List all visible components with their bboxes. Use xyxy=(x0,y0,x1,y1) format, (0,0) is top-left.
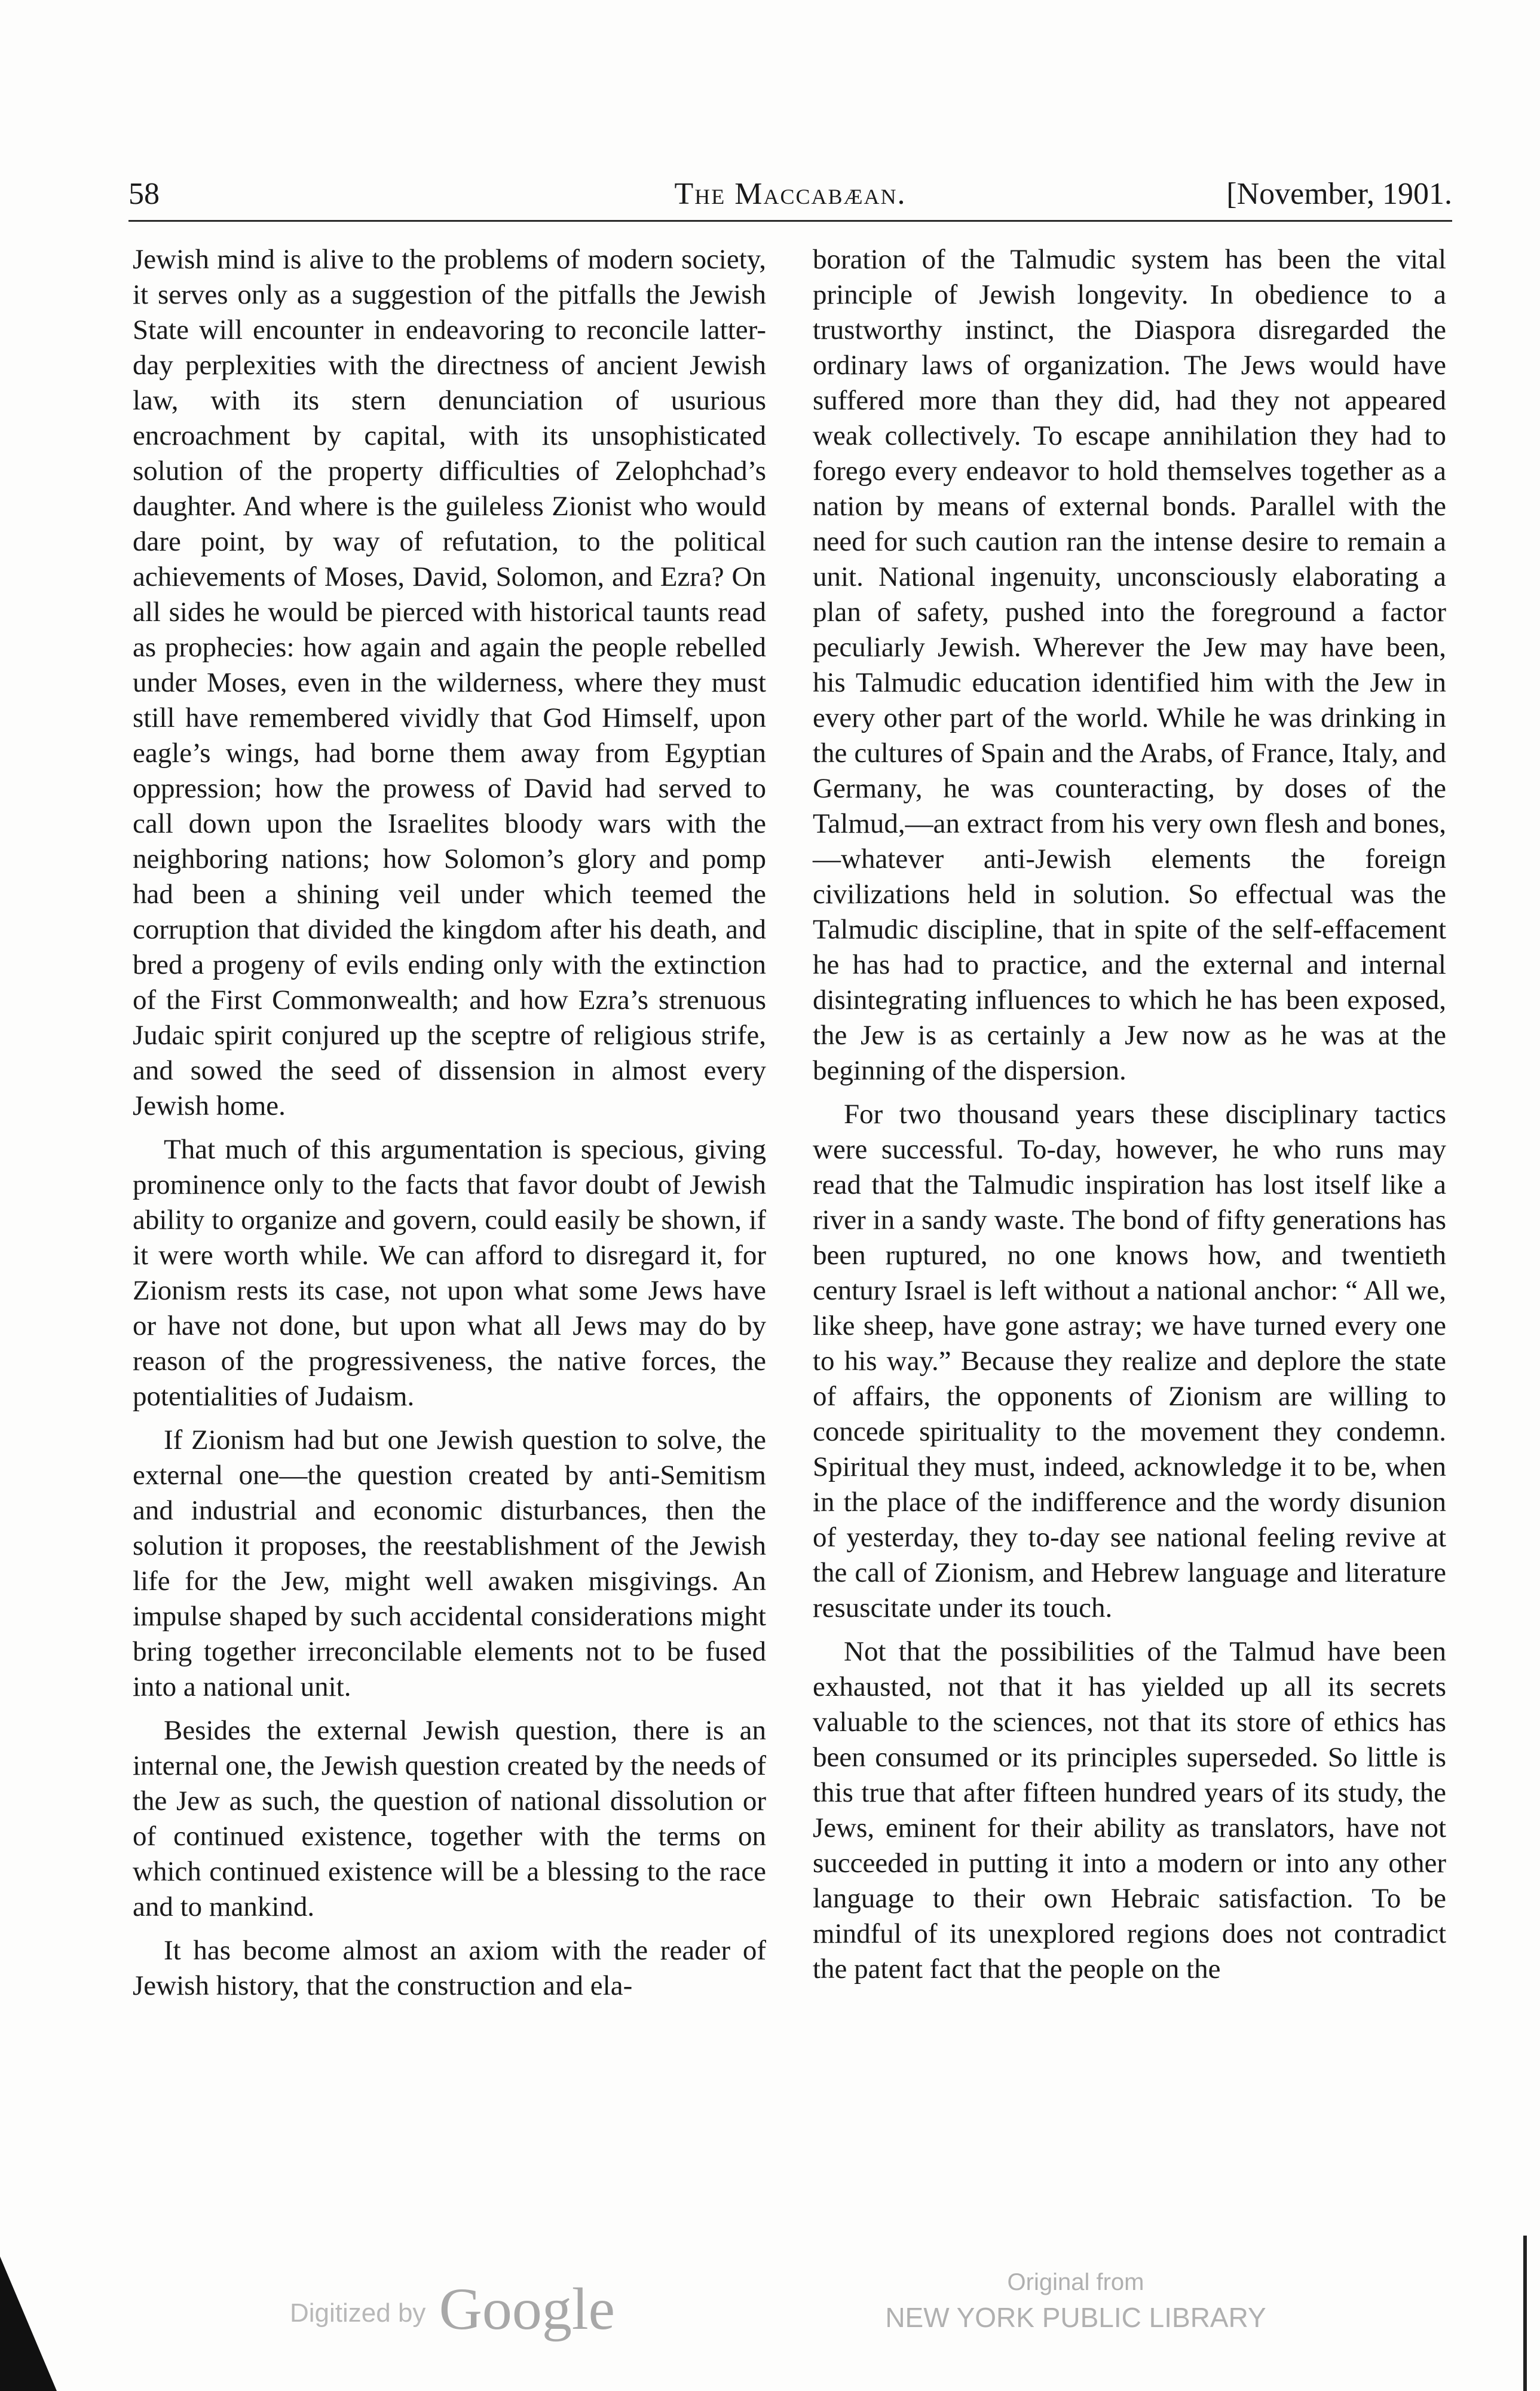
running-title: The Maccabæan. xyxy=(674,177,907,211)
left-column xyxy=(133,242,766,2012)
header-rule xyxy=(128,220,1452,222)
paragraph: That much of this argumentation is specious, giving prominence only to the facts that favor doubt of Jewish ability to organize and govern, could easily be shown, if it were worth while. We can afford to disregard it, for Zionism rests its case, not upon what some Jews have or have not done, but upon what all Jews may do by reason of the progressiveness, the native forces, the potentialities of Judaism. xyxy=(133,1134,766,1412)
paragraph: boration of the Talmudic system has been the vital principle of Jewish longevity. In obedience to a trustworthy instinct, the Diaspora disregarded the ordinary laws of organization. The Jews would have suffered more than they did, had they not appeared weak collectively. To escape annihilation they had to forego every endeavor to hold themselves together as a nation by means of external bonds. Parallel with the need for such caution ran the intense desire to remain a unit. National ingenuity, unconsciously elaborating a plan of safety, pushed into the foreground a factor peculiarly Jewish. Wherever the Jew may have been, his Talmudic education identified him with the Jew in every other part of the world. While he was drinking in the cultures of Spain and the Arabs, of France, Italy, and Germany, he was counteracting, by doses of the Talmud,—an extract from his very own flesh and bones,—whatever anti-Jewish elements the foreign civilizations held in solution. So effectual was the Talmudic discipline, that in spite of the self-effacement he has had to practice, and the external and internal disintegrating influences to which he has been exposed, the Jew is as certainly a Jew now as he was at the beginning of the dispersion. xyxy=(813,244,1446,1086)
right-column xyxy=(813,242,1446,1995)
paragraph: For two thousand years these disciplinary tactics were successful. To-day, however, he who runs may read that the Talmudic inspiration has lost itself like a river in a sandy waste. The bond of fifty generations has been ruptured, no one knows how, and twentieth century Israel is left without a national anchor: “ All we, like sheep, have gone astray; we have turned every one to his way.” Because they realize and deplore the state of affairs, the opponents of Zionism are willing to concede spirituality to the movement they condemn. Spiritual they must, indeed, acknowledge it to be, when in the place of the indifference and the wordy disunion of yesterday, they to-day see national feeling revive at the call of Zionism, and Hebrew language and literature resuscitate under its touch. xyxy=(813,1099,1446,1623)
issue-date: [November, 1901. xyxy=(1226,177,1452,211)
source-line-library: NEW YORK PUBLIC LIBRARY xyxy=(885,2302,1266,2333)
digitization-footer xyxy=(0,2248,1540,2367)
digitized-prefix: Digitized by xyxy=(290,2298,426,2328)
page-number: 58 xyxy=(128,177,160,211)
google-logo-text: Google xyxy=(439,2276,616,2342)
paragraph: Besides the external Jewish question, there is an internal one, the Jewish question created by the needs of the Jew as such, the question of national dissolution or of continued existence, together with the terms on which continued existence will be a blessing to the race and to mankind. xyxy=(133,1715,766,1922)
source-library-watermark xyxy=(884,2265,1267,2336)
source-line-original: Original from xyxy=(1007,2269,1144,2295)
paragraph: It has become almost an axiom with the reader of Jewish history, that the construction and ela- xyxy=(133,1935,766,2001)
scan-edge-shadow xyxy=(1523,2236,1527,2391)
paragraph: Not that the possibilities of the Talmud have been exhausted, not that it has yielded up all its secrets valuable to the sciences, not that its store of ethics has been consumed or its principles superseded. So little is this true that after fifteen hundred years of its study, the Jews, eminent for their ability as translators, have not succeeded in putting it into a modern or into any other language to their own Hebraic satisfaction. To be mindful of its unexplored regions does not contradict the patent fact that the people on the xyxy=(813,1636,1446,1985)
digitized-by-watermark xyxy=(290,2274,615,2343)
paragraph: If Zionism had but one Jewish question to solve, the external one—the question created by anti-Semitism and industrial and economic disturbances, then the solution it proposes, the reestablishment of the Jewish life for the Jew, might well awaken misgivings. An impulse shaped by such accidental considerations might bring together irreconcilable elements not to be fused into a national unit. xyxy=(133,1424,766,1702)
paragraph: Jewish mind is alive to the problems of modern society, it serves only as a suggestion of the pitfalls the Jewish State will encounter in endeavoring to reconcile latter-day perplexities with the directness of ancient Jewish law, with its stern denunciation of usurious encroachment by capital, with its unsophisticated solution of the property difficulties of Zelophchad’s daughter. And where is the guileless Zionist who would dare point, by way of refutation, to the political achievements of Moses, David, Solomon, and Ezra? On all sides he would be pierced with historical taunts read as prophecies: how again and again the people rebelled under Moses, even in the wilderness, where they must still have remembered vividly that God Himself, upon eagle’s wings, had borne them away from Egyptian oppression; how the prowess of David had served to call down upon the Israelites bloody wars with the neighboring nations; how Solomon’s glory and pomp had been a shining veil under which teemed the corruption that divided the kingdom after his death, and bred a progeny of evils ending only with the extinction of the First Commonwealth; and how Ezra’s strenuous Judaic spirit conjured up the sceptre of religious strife, and sowed the seed of dissension in almost every Jewish home. xyxy=(133,244,766,1121)
running-header xyxy=(128,173,1452,215)
scan-corner-shadow xyxy=(0,2257,57,2391)
